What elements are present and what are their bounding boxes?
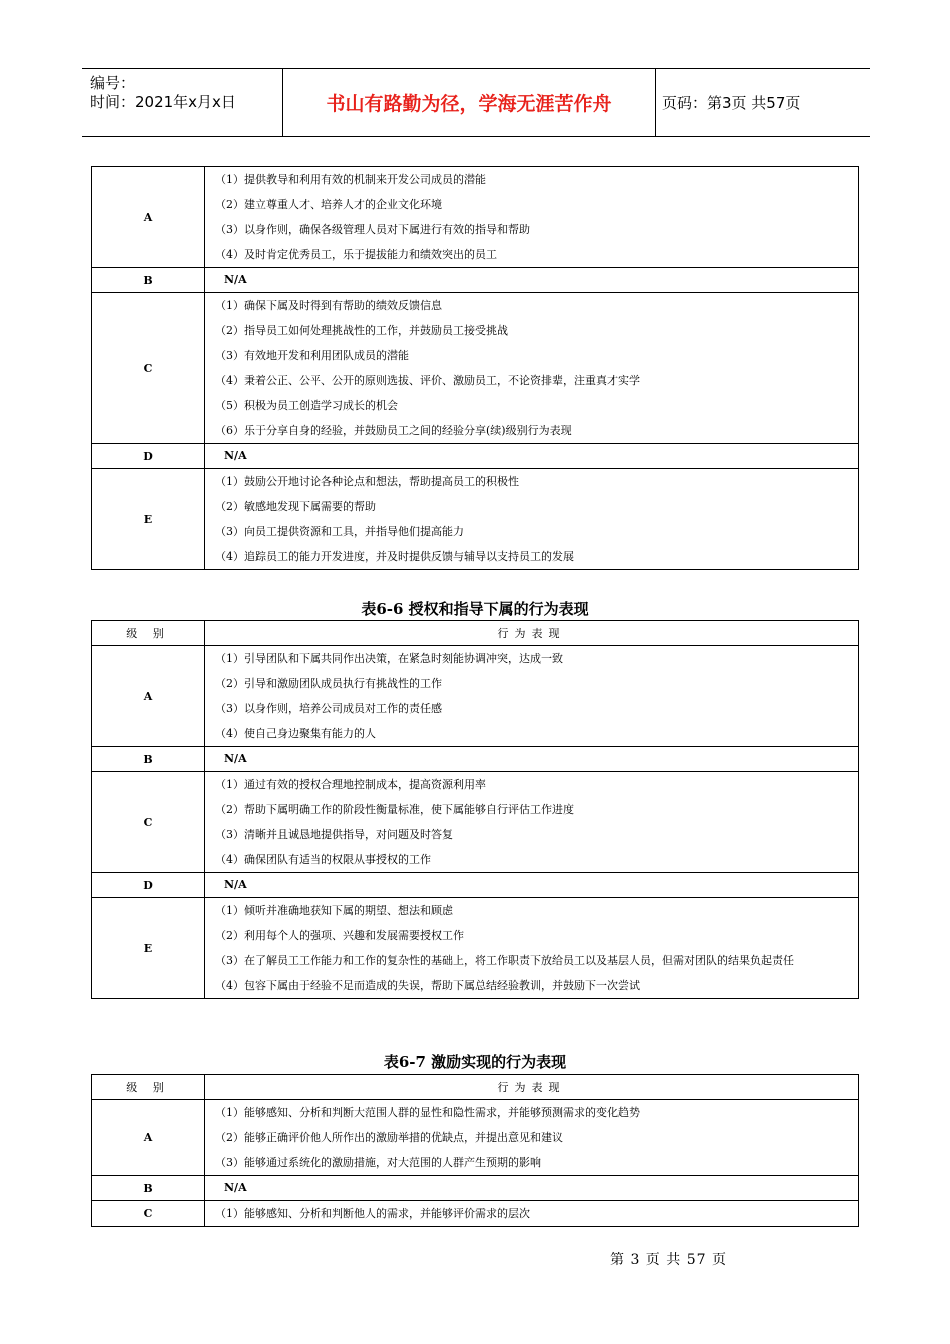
behavior-item: （1）通过有效的授权合理地控制成本，提高资源利用率 bbox=[215, 778, 486, 791]
level-cell: C bbox=[92, 772, 205, 873]
level-cell: E bbox=[92, 469, 205, 570]
behavior-item: （3）以身作则，确保各级管理人员对下属进行有效的指导和帮助 bbox=[215, 223, 530, 236]
behavior-item: （2）帮助下属明确工作的阶段性衡量标准，使下属能够自行评估工作进度 bbox=[215, 803, 574, 816]
behavior-item: （2）引导和激励团队成员执行有挑战性的工作 bbox=[215, 677, 442, 690]
behavior-cell bbox=[205, 1176, 859, 1201]
level-cell: B bbox=[92, 1176, 205, 1201]
behavior-item: （3）清晰并且诚恳地提供指导，对问题及时答复 bbox=[215, 828, 453, 841]
document-time-label: 时间：2021年x月x日 bbox=[90, 93, 236, 111]
behavior-item: （1）引导团队和下属共同作出决策，在紧急时刻能协调冲突，达成一致 bbox=[215, 652, 563, 665]
behavior-item: （4）及时肯定优秀员工，乐于提拔能力和绩效突出的员工 bbox=[215, 248, 497, 261]
table-6-7 bbox=[91, 1074, 859, 1227]
behavior-item: （1）提供教导和利用有效的机制来开发公司成员的潜能 bbox=[215, 173, 486, 186]
table-6-6-caption: 表6-6 授权和指导下属的行为表现 bbox=[361, 600, 589, 618]
level-cell: A bbox=[92, 646, 205, 747]
header-motto: 书山有路勤为径，学海无涯苦作舟 bbox=[282, 69, 656, 136]
behavior-cell bbox=[205, 898, 859, 999]
behavior-item: （2）能够正确评价他人所作出的激励举措的优缺点，并提出意见和建议 bbox=[215, 1131, 563, 1144]
document-number-label: 编号： bbox=[90, 74, 136, 92]
header-meta bbox=[82, 69, 282, 136]
not-applicable-text: N/A bbox=[224, 878, 247, 891]
level-cell: E bbox=[92, 898, 205, 999]
behavior-item: （5）积极为员工创造学习成长的机会 bbox=[215, 399, 398, 412]
table-row bbox=[92, 772, 859, 873]
not-applicable-text: N/A bbox=[224, 1181, 247, 1194]
not-applicable-text: N/A bbox=[224, 752, 247, 765]
behavior-cell bbox=[205, 167, 859, 268]
behavior-item: （1）倾听并准确地获知下属的期望、想法和顾虑 bbox=[215, 904, 453, 917]
column-header-level: 级 别 bbox=[92, 1075, 205, 1100]
page-footer: 第 3 页 共 57 页 bbox=[610, 1252, 727, 1268]
behavior-cell bbox=[205, 747, 859, 772]
table-row bbox=[92, 469, 859, 570]
table-6-7-caption: 表6-7 激励实现的行为表现 bbox=[383, 1053, 567, 1071]
table-row bbox=[92, 1201, 859, 1227]
behavior-cell bbox=[205, 1201, 859, 1227]
behavior-cell bbox=[205, 873, 859, 898]
table-row bbox=[92, 1176, 859, 1201]
level-cell: B bbox=[92, 268, 205, 293]
table-row bbox=[92, 646, 859, 747]
table-row bbox=[92, 873, 859, 898]
page-header bbox=[82, 68, 870, 137]
behavior-cell bbox=[205, 646, 859, 747]
level-cell: C bbox=[92, 293, 205, 444]
behavior-cell bbox=[205, 469, 859, 570]
behavior-item: （4）秉着公正、公平、公开的原则选拔、评价、激励员工，不论资排辈，注重真才实学 bbox=[215, 374, 640, 387]
not-applicable-text: N/A bbox=[224, 449, 247, 462]
behavior-item: （4）包容下属由于经验不足而造成的失误，帮助下属总结经验教训，并鼓励下一次尝试 bbox=[215, 979, 640, 992]
column-header-behavior: 行为表现 bbox=[205, 1075, 859, 1100]
behavior-cell bbox=[205, 1100, 859, 1176]
table-header-row bbox=[92, 621, 859, 646]
behavior-item: （3）在了解员工工作能力和工作的复杂性的基础上，将工作职责下放给员工以及基层人员，但需对团队的结果负起责任 bbox=[215, 954, 794, 967]
level-cell: D bbox=[92, 444, 205, 469]
level-cell: A bbox=[92, 167, 205, 268]
behavior-item: （2）指导员工如何处理挑战性的工作，并鼓励员工接受挑战 bbox=[215, 324, 508, 337]
level-cell: D bbox=[92, 873, 205, 898]
behavior-item: （4）追踪员工的能力开发进度，并及时提供反馈与辅导以支持员工的发展 bbox=[215, 550, 574, 563]
behavior-item: （1）确保下属及时得到有帮助的绩效反馈信息 bbox=[215, 299, 442, 312]
behavior-item: （2）敏感地发现下属需要的帮助 bbox=[215, 500, 376, 513]
behavior-item: （3）向员工提供资源和工具，并指导他们提高能力 bbox=[215, 525, 464, 538]
behavior-cell bbox=[205, 772, 859, 873]
behavior-item: （1）鼓励公开地讨论各种论点和想法，帮助提高员工的积极性 bbox=[215, 475, 519, 488]
table-row bbox=[92, 268, 859, 293]
behavior-cell bbox=[205, 293, 859, 444]
behavior-item: （4）确保团队有适当的权限从事授权的工作 bbox=[215, 853, 431, 866]
behavior-item: （2）利用每个人的强项、兴趣和发展需要授权工作 bbox=[215, 929, 464, 942]
header-page-info: 页码：第3页 共57页 bbox=[662, 94, 801, 112]
not-applicable-text: N/A bbox=[224, 273, 247, 286]
behavior-item: （6）乐于分享自身的经验，并鼓励员工之间的经验分享(续)级别行为表现 bbox=[215, 424, 572, 437]
behavior-cell bbox=[205, 444, 859, 469]
behavior-item: （3）有效地开发和利用团队成员的潜能 bbox=[215, 349, 409, 362]
behavior-item: （3）以身作则，培养公司成员对工作的责任感 bbox=[215, 702, 442, 715]
table-row bbox=[92, 167, 859, 268]
table-6-6 bbox=[91, 620, 859, 999]
behavior-cell bbox=[205, 268, 859, 293]
behavior-item: （1）能够感知、分析和判断他人的需求，并能够评价需求的层次 bbox=[215, 1207, 530, 1220]
column-header-behavior: 行为表现 bbox=[205, 621, 859, 646]
table-row bbox=[92, 1100, 859, 1176]
level-cell: C bbox=[92, 1201, 205, 1227]
table-row bbox=[92, 444, 859, 469]
level-cell: A bbox=[92, 1100, 205, 1176]
level-cell: B bbox=[92, 747, 205, 772]
table-header-row bbox=[92, 1075, 859, 1100]
behavior-item: （1）能够感知、分析和判断大范围人群的显性和隐性需求，并能够预测需求的变化趋势 bbox=[215, 1106, 640, 1119]
behavior-item: （4）使自己身边聚集有能力的人 bbox=[215, 727, 376, 740]
column-header-level: 级 别 bbox=[92, 621, 205, 646]
table-row bbox=[92, 898, 859, 999]
behavior-item: （3）能够通过系统化的激励措施，对大范围的人群产生预期的影响 bbox=[215, 1156, 541, 1169]
table-row bbox=[92, 747, 859, 772]
table-row bbox=[92, 293, 859, 444]
behavior-item: （2）建立尊重人才、培养人才的企业文化环境 bbox=[215, 198, 442, 211]
behavior-table-continued bbox=[91, 166, 859, 570]
